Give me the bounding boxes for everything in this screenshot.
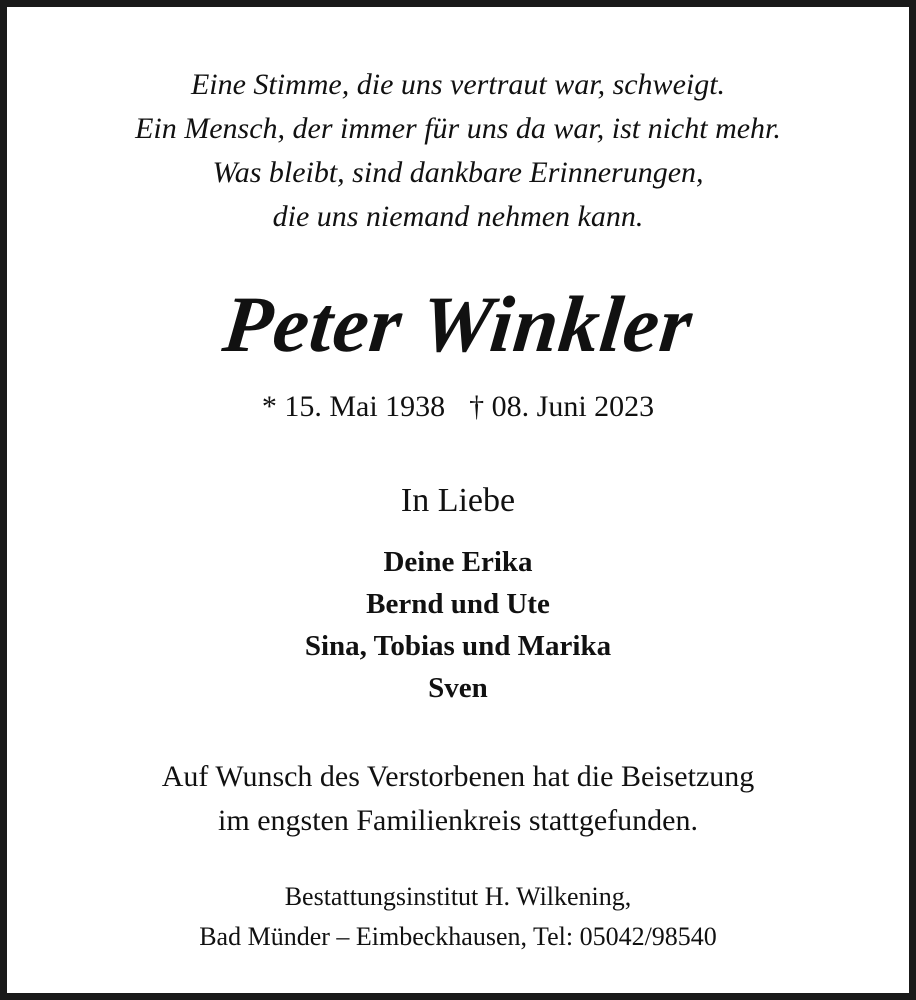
life-dates bbox=[7, 387, 909, 427]
birth-date: * 15. Mai 1938 bbox=[261, 390, 446, 423]
quote-line: Ein Mensch, der immer für uns da war, ist nicht mehr. bbox=[135, 112, 781, 145]
notice-line: im engsten Familienkreis stattgefunden. bbox=[218, 804, 698, 837]
quote-line: Eine Stimme, die uns vertraut war, schweigt. bbox=[190, 68, 726, 101]
undertaker-info bbox=[7, 877, 909, 957]
memorial-quote bbox=[7, 63, 909, 239]
burial-notice bbox=[7, 755, 909, 843]
death-date: † 08. Juni 2023 bbox=[469, 390, 655, 423]
undertaker-line: Bad Münder – Eimbeckhausen, Tel: 05042/98540 bbox=[199, 922, 717, 951]
mourner-entry: Bernd und Ute bbox=[366, 588, 550, 620]
undertaker-line: Bestattungsinstitut H. Wilkening, bbox=[284, 882, 632, 911]
mourner-entry: Sina, Tobias und Marika bbox=[304, 630, 612, 662]
mourner-entry: Deine Erika bbox=[383, 546, 533, 578]
deceased-name: Peter Winkler bbox=[219, 281, 697, 369]
closing-phrase: In Liebe bbox=[400, 482, 516, 519]
quote-line: Was bleibt, sind dankbare Erinnerungen, bbox=[212, 156, 704, 189]
quote-line: die uns niemand nehmen kann. bbox=[272, 200, 644, 233]
mourners-list bbox=[7, 541, 909, 709]
mourner-entry: Sven bbox=[428, 672, 488, 704]
notice-line: Auf Wunsch des Verstorbenen hat die Beisetzung bbox=[161, 760, 755, 793]
